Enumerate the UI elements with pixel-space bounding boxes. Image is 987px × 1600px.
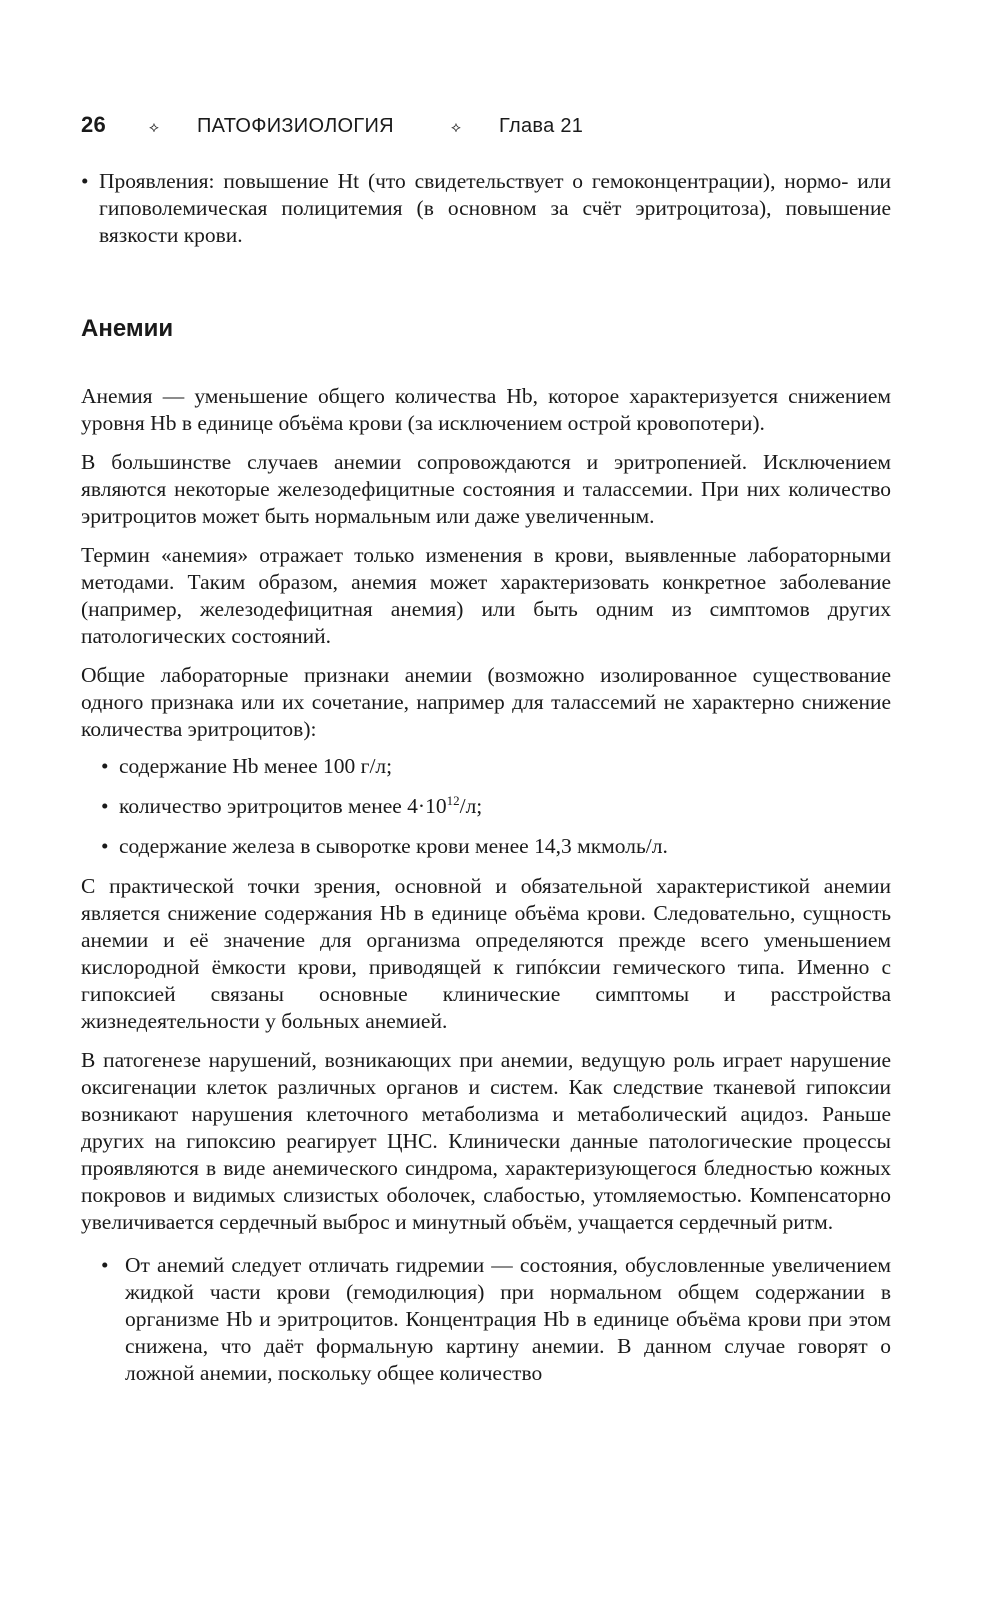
paragraph: В большинстве случаев анемии сопровождаются и эритропенией. Исключением являются некоторые железодефицитные состояния и талассемии. При них количество эритроцитов может быть нормальным или даже увеличенным. <box>81 450 891 528</box>
book-title: ПАТОФИЗИОЛОГИЯ <box>197 115 394 137</box>
list-item <box>81 168 891 249</box>
bullet-icon: • <box>101 1253 109 1277</box>
top-bullet-list <box>81 168 891 249</box>
bullet-icon: • <box>81 169 89 193</box>
list-item <box>101 833 891 860</box>
list-item-text-part: количество эритроцитов менее 4·10 <box>119 794 447 818</box>
chapter-label: Глава 21 <box>499 115 584 137</box>
final-bullet-list <box>101 1252 891 1387</box>
paragraph: Общие лабораторные признаки анемии (возможно изолированное существование одного признака или их сочетание, например для талассемий не характерно снижение количества эритроцитов): <box>81 663 891 741</box>
list-item-text-part: /л; <box>459 794 483 818</box>
list-item <box>101 793 891 820</box>
page-number: 26 <box>81 112 107 137</box>
section-heading: Анемии <box>81 315 174 342</box>
paragraph: Термин «анемия» отражает только изменения в крови, выявленные лабораторными методами. Таким образом, анемия может характеризовать конкретное заболевание (например, железодефицитная анемия) или быть одним из симптомов других патологических состояний. <box>81 543 891 648</box>
list-item-text <box>119 794 482 818</box>
list-item-text: От анемий следует отличать гидремии — состояния, обусловленные увеличением жидкой части крови (гемодилюция) при нормальном общем содержании в организме Hb и эритроцитов. Концентрация Hb в единице объёма крови при этом снижена, что даёт формальную картину анемии. В данном случае говорят о ложной анемии, поскольку общее количество <box>125 1253 891 1385</box>
paragraph: В патогенезе нарушений, возникающих при анемии, ведущую роль играет нарушение оксигенации клеток различных органов и систем. Как следствие тканевой гипоксии возникают нарушения клеточного метаболизма и метаболический ацидоз. Раньше других на гипоксию реагирует ЦНС. Клинически данные патологические процессы проявляются в виде анемического синдрома, характеризующегося бледностью кожных покровов и видимых слизистых оболочек, слабостью, утомляемостью. Компенсаторно увеличивается сердечный выброс и минутный объём, учащается сердечный ритм. <box>81 1048 891 1234</box>
book-page <box>81 112 891 1387</box>
superscript-exponent: 12 <box>446 793 460 808</box>
list-item <box>101 1252 891 1387</box>
bullet-icon: • <box>101 754 109 778</box>
list-item <box>101 753 891 780</box>
paragraph: Анемия — уменьшение общего количества Hb, которое характеризуется снижением уровня Hb в единице объёма крови (за исключением острой кровопотери). <box>81 384 891 435</box>
list-item-text: Проявления: повышение Ht (что свидетельствует о гемоконцентрации), нормо- или гиповолемическая полицитемия (в основном за счёт эритроцитоза), повышение вязкости крови. <box>99 169 891 247</box>
paragraph: С практической точки зрения, основной и обязательной характеристикой анемии является снижение содержания Hb в единице объёма крови. Следовательно, сущность анемии и её значение для организма определяются прежде всего уменьшением кислородной ёмкости крови, приводящей к гипóксии гемического типа. Именно с гипоксией связаны основные клинические симптомы и расстройства жизнедеятельности у больных анемией. <box>81 874 891 1033</box>
list-item-text: содержание железа в сыворотке крови менее 14,3 мкмоль/л. <box>119 834 668 858</box>
diamond-ornament-icon: ⟡ <box>451 119 462 136</box>
list-item-text: содержание Hb менее 100 г/л; <box>119 754 393 778</box>
lab-signs-list <box>101 753 891 860</box>
running-header <box>81 112 891 152</box>
diamond-ornament-icon: ⟡ <box>149 119 160 136</box>
bullet-icon: • <box>101 834 109 858</box>
bullet-icon: • <box>101 794 109 818</box>
